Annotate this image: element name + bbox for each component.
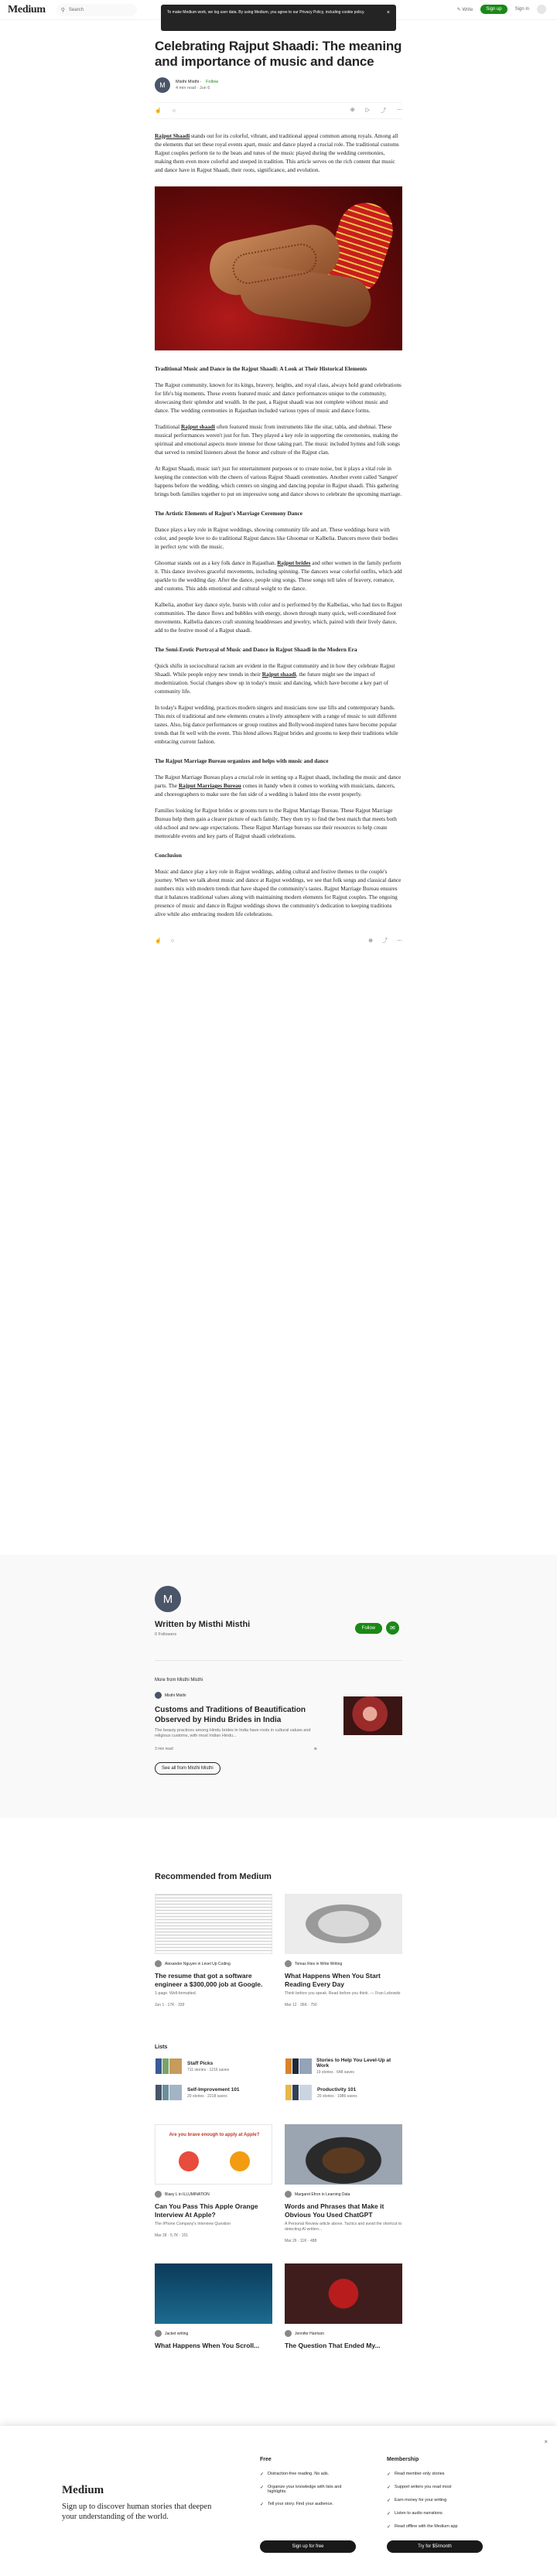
bookmark-icon[interactable]: ⊕ (313, 1747, 317, 1751)
clap-icon[interactable]: ☝ (155, 938, 162, 944)
bookmark-icon[interactable]: ⊕ (368, 938, 373, 944)
card-stats: Mar 28 · 5.7K · 151 (155, 2233, 189, 2238)
medium-logo[interactable]: Medium (8, 3, 46, 15)
dog-thumbnail (285, 2124, 402, 2185)
aquarium-thumbnail (155, 2263, 272, 2324)
search-placeholder: Search (68, 7, 84, 12)
card-title[interactable]: Customs and Traditions of Beautification Observed by Hindu Brides in India (155, 1706, 306, 1724)
card-meta: 3 min read (155, 1747, 173, 1751)
lists-label: Lists (155, 2045, 168, 2050)
card-title: What Happens When You Start Reading Every Day (285, 1972, 381, 1988)
recommended-card[interactable] (155, 1894, 272, 2007)
list-item[interactable]: Productivity 101 20 stories · 1986 saves (285, 2084, 402, 2101)
heading-traditional: Traditional Music and Dance in the Rajput Shaadi: A Look at Their Historical Elements (155, 365, 367, 372)
card-desc: 1-page. Well-formatted. (155, 1991, 197, 1996)
recommended-title: Recommended from Medium (155, 1872, 272, 1881)
check-icon: ✓ (387, 2525, 391, 2530)
profile-icon[interactable] (537, 5, 546, 14)
paragraph: Ghoomar stands out as a key folk dance in Rajasthan. Rajput brides and other women in the family perform it. This dance involves graceful movements, including spinning. The dancers wear colorful outfits, which add sparkle to the wedding day. After the dance, people sing songs. These songs tell tales of bravery, romance, and customs. This adds emotional and cultural weight to the dance. (155, 559, 402, 592)
paragraph: Music and dance play a key role in Rajput weddings, adding cultural and festive themes to the couple's journey. When we talk about music and dance at Rajput weddings, we see that folk songs and classical dance numbers mix with modern trends that have shaped the community's tastes. Rajput Marriage Bureau ensures that it balances traditional values along with maintaining modern elements for Rajput couples. The ongoing presence of music and dance in Rajput weddings shows the community's dedication to keeping traditions alive while also embracing modern life celebrations. (155, 868, 402, 917)
list-item[interactable]: Staff Picks 711 stories · 1216 saves (155, 2058, 272, 2075)
heading-conclusion: Conclusion (155, 852, 182, 859)
comment-icon[interactable]: ○ (172, 108, 176, 114)
recommended-card[interactable] (155, 2124, 272, 2243)
write-icon: ✎ (456, 7, 461, 12)
follow-button[interactable]: Follow (355, 1623, 382, 1634)
apple-thumbnail (155, 2124, 272, 2185)
search-box[interactable] (56, 4, 137, 16)
see-all-button[interactable]: See all from Misthi Misthi (155, 1762, 220, 1775)
heading-bureau: The Rajput Marriage Bureau organizes and helps with music and dance (155, 757, 329, 764)
close-icon[interactable]: × (544, 2438, 548, 2445)
card-author: Margaret Efron in Learning Data (295, 2192, 350, 2197)
clap-icon[interactable]: ☝ (155, 108, 162, 114)
author-name[interactable]: Misthi Misthi (176, 80, 200, 84)
check-icon: ✓ (387, 2499, 391, 2503)
membership-button[interactable]: Try for $5/month (387, 2540, 483, 2553)
recommended-card[interactable] (285, 1894, 402, 2007)
article-title: Celebrating Rajput Shaadi: The meaning and importance of music and dance (155, 39, 402, 69)
recommended-section (0, 1818, 557, 2426)
card-desc: The iPhone Company's Interview Question (155, 2222, 231, 2226)
more-from-label: More from Misthi Misthi (155, 1678, 203, 1683)
check-icon: ✓ (260, 2485, 265, 2490)
bookmark-icon[interactable]: ⊕ (350, 108, 355, 113)
intro-paragraph: Rajput Shaadi stands out for its colorful, vibrant, and traditional appeal common among royals. Among all the elements that set these royal events apart, music and dance played a crucial role. The traditional customs Rajput couples perform tie to the beats and tunes of the music played during the wedding ceremonies, making them even more colorful and steeped in tradition. This article serves on the rich content that music and dance have in Rajput Shaadi, their roots, significance, and evolution. (155, 132, 399, 173)
check-icon: ✓ (387, 2472, 391, 2477)
signup-button[interactable]: Sign up (480, 5, 507, 14)
toast-text: To make Medium work, we log user data. By using Medium, you agree to our Privacy Policy, including cookie policy. (167, 10, 365, 15)
written-by-name[interactable]: Written by Misthi Misthi (155, 1620, 251, 1629)
list-item[interactable]: Self-Improvement 101 20 stories · 2218 saves (155, 2084, 272, 2101)
overlay-logo: Medium (62, 2484, 104, 2496)
hero-image (155, 186, 402, 350)
membership-plan: Membership ✓ Read member-only stories ✓ Support writers you read most ✓ Earn money for your writing ✓ Listen to audio narrations ✓ Read offline with the Medium app (387, 2457, 480, 2537)
card-author[interactable]: Misthi Misthi (165, 1693, 186, 1698)
link-rajput-shaadi[interactable]: Rajput shaadi (181, 423, 215, 430)
check-icon: ✓ (387, 2512, 391, 2516)
card-stats: Mar 26 · 11K · 488 (285, 2239, 317, 2243)
card-title: The resume that got a software engineer a $300,000 job at Google. (155, 1972, 263, 1988)
card-title: The Question That Ended My... (285, 2342, 381, 2349)
paragraph: Kalbelia, another key dance style, bursts with color and is performed by the Kalbelias, who had ties to Rajput communities. The dance flows and bubbles with energy, shown through many quick, well-coordinated foot movements. Kalbelia dancers craft stunning headdresses and jewelry, which, paired with their lively dance, add to the festive mood of a Rajput shaadi. (155, 601, 402, 634)
list-item[interactable]: Stories to Help You Level-Up at Work 19 stories · 648 saves (285, 2058, 402, 2075)
card-author: Blaey L in ILLUMINATION (165, 2192, 210, 2197)
card-stats: Jun 1 · 17K · 339 (155, 2003, 185, 2007)
header-actions (457, 5, 546, 14)
card-author: Jacket writing (165, 2331, 189, 2336)
card-title: What Happens When You Scroll... (155, 2342, 260, 2349)
play-icon[interactable]: ▷ (365, 108, 370, 113)
recommended-card[interactable] (155, 2263, 272, 2350)
follow-link[interactable]: Follow (206, 80, 219, 84)
author-avatar-large[interactable]: M (155, 1586, 181, 1612)
heading-semi: The Semi-Erotic Portrayal of Music and Dance in Rajput Shaadi in the Modern Era (155, 646, 357, 653)
author-dot-avatar (155, 1692, 162, 1699)
recommended-card[interactable] (285, 2124, 402, 2243)
check-icon: ✓ (387, 2485, 391, 2490)
check-icon: ✓ (260, 2472, 265, 2477)
more-icon[interactable]: ⋯ (397, 938, 402, 944)
share-icon[interactable]: ⤴ (381, 108, 386, 114)
link-marriage-bureau[interactable]: Rajput Marriages Bureau (178, 782, 241, 789)
resume-thumbnail (155, 1894, 272, 1954)
check-icon: ✓ (260, 2503, 265, 2507)
paragraph: In today's Rajput wedding, practices modern singers and musicians now use lifts and contemporary bands. This mix of traditional and new elements creates a lively atmosphere with a range of music to suit different tastes. Also, big dance performances or group routines and Bollywood-inspired tunes have become popular trends that fit well with the event. This blend allows Rajput brides and grooms to keep their traditions while embracing current fashion. (155, 704, 398, 745)
card-title: Words and Phrases that Make it Obvious You Used ChatGPT (285, 2202, 384, 2219)
paragraph: Dance plays a key role in Rajput weddings, showing community life and art. These weddings burst with color, and people love to do traditional Rajput dances like Ghoomar or Kalbelia. Dancers move their bodies in perfect sync with the music. (155, 526, 398, 550)
membership-title: Membership (387, 2457, 419, 2462)
paragraph: The Rajput community, known for its kings, bravery, heights, and royal class, always hold grand celebrations for life's big moments. These events featured music and dance performances unique to the community, showcasing their splendor and wealth. In the past, a Rajput shaadi was not complete without music and dance. The wedding ceremonies in Rajasthan included various types of music and dance forms. (155, 381, 402, 414)
write-button[interactable]: ✎ Write (456, 7, 473, 12)
article-meta: 4 min read · Jun 6 (176, 86, 210, 91)
followers-count[interactable]: 0 Followers (155, 1632, 177, 1637)
article (155, 39, 402, 946)
card-title: Can You Pass This Apple Orange Interview At Apple? (155, 2202, 258, 2219)
search-icon: ⚲ (60, 7, 65, 13)
cookie-toast (161, 5, 396, 31)
paragraph: At Rajput Shaadi, music isn't just for entertainment purposes or to create noise, but it plays a vital role in keeping the connection with the cheers of various Rajput Shaadi ceremonies. Another event called 'Sangeet' happens before the wedding, which centers on singing and dancing popular in Rajput shaadi. This gathering brings both families together to put on impressive song and dance shows to celebrate the upcoming marriage. (155, 465, 402, 497)
paragraph: Quick shifts in sociocultural racism are evident in the Rajput community and in how they celebrate Rajput Shaadi. While people enjoy new trends in their Rajput shaadi, the future might see the impact of modernization. Social changes show up in today's music and dancing, which have become a key part of community life. (155, 662, 395, 695)
banner-text: Are you brave enough to apply at Apple? (169, 2133, 260, 2137)
heart-thumbnail (285, 2263, 402, 2324)
paragraph: Families looking for Rajput brides or grooms turn to the Rajput Marriage Bureau. These Rajput Marriage Bureau help them gain a clearer picture of each family. They then try to find the best match that meets both old-school and new-age expectations. These Rajput Marriage bureaus use their resources to help create memorable events and key parts of Rajput shaadi celebrations. (155, 807, 397, 839)
overlay-headline: Sign up to discover human stories that deepen your understanding of the world. (62, 2503, 212, 2521)
more-icon[interactable]: ⋯ (397, 108, 402, 113)
card-stats: Mar 12 · 36K · 750 (285, 2003, 317, 2007)
recommended-card[interactable] (285, 2263, 402, 2350)
paragraph: Traditional Rajput shaadi often featured music from instruments like the sitar, tabla, and shehnai. These musical performances weren't just for fun. They played a key role in supporting the ceremonies, making the spiritual and emotional aspects more intense for those taking part. The music included hymns and folk songs that served to remind listeners about the honor and culture of the Rajput clan. (155, 423, 401, 456)
free-title: Free (260, 2457, 272, 2462)
card-author: Tomas Ries in Write Writing (295, 1961, 343, 1966)
heading-artistic: The Artistic Elements of Rajput's Marriage Ceremony Dance (155, 510, 302, 517)
author-row: M Misthi Misthi · Follow 4 min read · Jun 6 (155, 77, 402, 93)
link-rajput-brides[interactable]: Rajput brides (277, 559, 311, 566)
free-plan: Free ✓ Distraction-free reading. No ads. ✓ Organize your knowledge with lists and highlights. ✓ Tell your story. Find your audience. (260, 2457, 353, 2515)
signin-link[interactable]: Sign in (514, 7, 529, 12)
link-rajput-shaadi[interactable]: Rajput Shaadi (155, 132, 190, 139)
bottom-action-bar (155, 935, 402, 946)
mail-icon[interactable]: ✉ (386, 1621, 399, 1635)
paragraph: The Rajput Marriage Bureau plays a crucial role in setting up a Rajput shaadi, including the music and dance parts. The Rajput Marriages Bureau comes in handy when it comes to working with musicians, dancers, and choreographers to make sure the fun side of a wedding is baked into the event properly. (155, 774, 402, 798)
card-author: Alexander Nguyen in Level Up Coding (165, 1961, 231, 1966)
card-desc: The beauty practices among Hindu brides in India have roots in cultural values and religious customs, with most Indian Hindu... (155, 1728, 311, 1738)
author-avatar[interactable]: M (155, 77, 170, 93)
signup-overlay (0, 2426, 557, 2576)
close-icon[interactable]: × (386, 10, 390, 15)
signup-free-button[interactable]: Sign up for free (260, 2540, 356, 2553)
brain-thumbnail (285, 1894, 402, 1954)
card-author: Jennifer Harrison (295, 2331, 325, 2336)
card-desc: A Personal Review article above. Tactics and avoid the shortcut to detecting AI written... (285, 2222, 402, 2232)
link-rajput-shaadi[interactable]: Rajput shaadi (261, 671, 296, 678)
action-bar (155, 102, 402, 119)
author-section (0, 1555, 557, 1818)
share-icon[interactable]: ⤴ (382, 938, 388, 944)
card-desc: Think before you speak. Read before you think. — Fran Lebowitz (285, 1991, 401, 1996)
comment-icon[interactable]: ○ (170, 938, 174, 944)
card-thumbnail[interactable] (343, 1696, 402, 1735)
